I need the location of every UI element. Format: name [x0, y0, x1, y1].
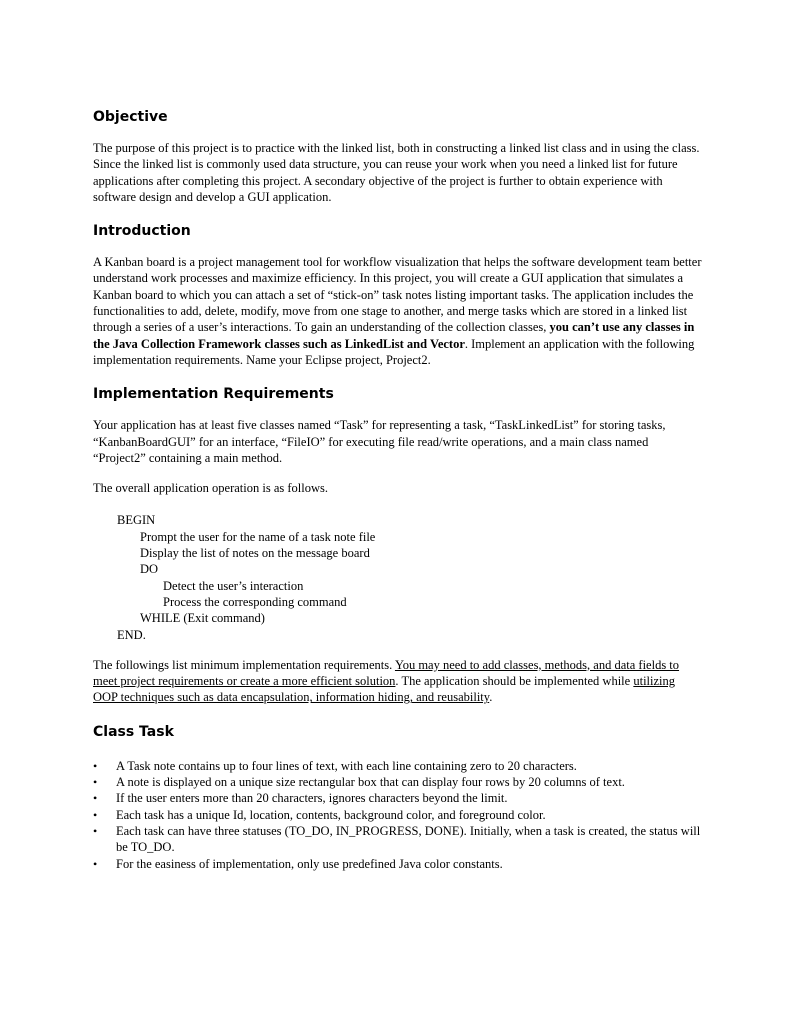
list-item	[93, 823, 703, 856]
class-task-heading: Class Task	[93, 723, 174, 740]
list-item	[93, 807, 703, 823]
algorithm-while: WHILE (Exit command)	[140, 611, 265, 626]
bullet-icon: •	[93, 775, 98, 790]
algorithm-do: DO	[140, 562, 159, 577]
list-item-text: Each task can have three statuses (TO_DO, IN_PROGRESS, DONE). Initially, when a task is created, the status will be TO_DO.	[116, 823, 701, 855]
implementation-paragraph-classes: Your application has at least five classes named “Task” for representing a task, “TaskLinkedList” for storing tasks, “KanbanBoardGUI” for an interface, “FileIO” for executing file read/write operations, and a main class named “Project2” containing a main method.	[93, 418, 666, 465]
bullet-icon: •	[93, 791, 98, 806]
requirements-underlined-1: You may need to add classes, methods, and data fields to meet project requirements or create a more efficient solution	[93, 657, 680, 689]
list-item	[93, 856, 703, 872]
bullet-icon: •	[93, 823, 98, 838]
list-item-text: For the easiness of implementation, only use predefined Java color constants.	[116, 856, 503, 871]
introduction-paragraph	[93, 254, 703, 368]
list-item	[93, 758, 703, 774]
algorithm-process: Process the corresponding command	[163, 594, 347, 609]
bullet-icon: •	[93, 856, 98, 871]
algorithm-display: Display the list of notes on the message board	[140, 546, 370, 561]
introduction-bold-restriction: you can’t use any classes in the Java Collection Framework classes such as LinkedList and Vector	[93, 320, 695, 351]
objective-paragraph: The purpose of this project is to practice with the linked list, both in constructing a linked list class and in using the class. Since the linked list is commonly used data structure, you can reuse your work when you need a linked list for future applications after completing this project. A secondary objective of the project is further to obtain experience with software design and develop a GUI application.	[93, 141, 700, 204]
algorithm-prompt: Prompt the user for the name of a task note file	[140, 529, 376, 544]
document-content	[93, 107, 703, 872]
list-item-text: If the user enters more than 20 characters, ignores characters beyond the limit.	[116, 791, 508, 806]
list-item-text: Each task has a unique Id, location, contents, background color, and foreground color.	[116, 807, 546, 822]
bullet-icon: •	[93, 807, 98, 822]
list-item	[93, 790, 703, 806]
requirements-underlined-2: utilizing OOP techniques such as data encapsulation, information hiding, and reusability	[93, 674, 676, 705]
list-item-text: A Task note contains up to four lines of text, with each line containing zero to 20 characters.	[116, 758, 577, 773]
requirements-text-3: .	[489, 690, 493, 705]
implementation-paragraph-operation: The overall application operation is as follows.	[93, 481, 329, 496]
implementation-heading: Implementation Requirements	[93, 386, 334, 403]
class-task-list	[93, 758, 703, 872]
algorithm-block	[93, 512, 703, 642]
implementation-paragraph-requirements	[93, 657, 703, 706]
list-item	[93, 774, 703, 790]
introduction-text-end: . Implement an application with the following implementation requirements. Name your Eclipse project, Project2.	[93, 336, 695, 367]
algorithm-end: END.	[117, 627, 146, 642]
bullet-icon: •	[93, 758, 98, 773]
list-item-text: A note is displayed on a unique size rectangular box that can display four rows by 20 columns of text.	[116, 775, 625, 790]
objective-heading: Objective	[93, 109, 168, 125]
requirements-text-1: The followings list minimum implementation requirements.	[93, 657, 395, 672]
algorithm-detect: Detect the user’s interaction	[163, 578, 304, 593]
requirements-text-2: . The application should be implemented while	[395, 674, 634, 689]
introduction-text-start: A Kanban board is a project management tool for workflow visualization that helps the software development team better understand work processes and maximize efficiency. In this project, you will create a GUI application that simulates a Kanban board to which you can attach a set of “stick-on” task notes listing important tasks. The application includes the functionalities to add, delete, modify, move from one stage to another, and merge tasks which are stored in a linked list through a series of a user’s interactions. To gain an understanding of the collection classes,	[93, 255, 702, 335]
introduction-heading: Introduction	[93, 223, 191, 240]
algorithm-begin: BEGIN	[117, 513, 156, 528]
